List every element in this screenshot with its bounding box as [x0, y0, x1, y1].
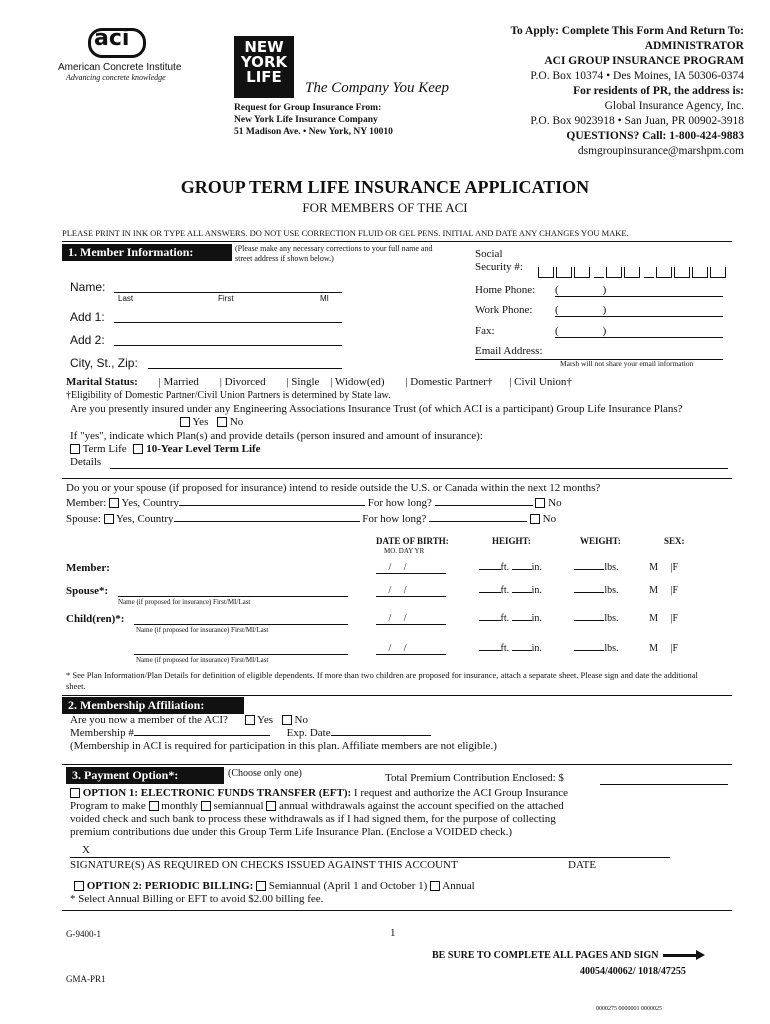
membership-number-row	[70, 727, 431, 739]
section1-heading: 1. Member Information:	[62, 244, 232, 261]
signature-x: X	[82, 844, 90, 856]
city-label: City, St., Zip:	[70, 356, 138, 370]
apply-line: To Apply: Complete This Form And Return To:	[510, 25, 744, 37]
reside-how-long: For how long?	[367, 497, 432, 509]
insured-no-checkbox[interactable]	[217, 417, 227, 427]
eligibility-note: †Eligibility of Domestic Partner/Civil Union Partners is determined by State law.	[66, 390, 391, 401]
marital-widowed[interactable]: | Widow(ed)	[330, 376, 385, 388]
height-in-field[interactable]	[512, 592, 532, 593]
request-line: Request for Group Insurance From:	[234, 103, 382, 113]
membership-question-row: Are you now a member of the ACI? Yes No	[70, 714, 308, 726]
membership-question: Are you now a member of the ACI?	[70, 714, 228, 726]
row-child2-measurements: / / ft. in. lbs. M |F	[376, 643, 679, 654]
marital-domestic[interactable]: | Domestic Partner†	[405, 376, 493, 388]
row-child1-name-field[interactable]	[134, 624, 348, 625]
row-spouse-sub: Name (if proposed for insurance) First/MI/Last	[118, 598, 251, 606]
marital-married[interactable]: | Married	[158, 376, 199, 388]
option2-checkbox[interactable]	[74, 881, 84, 891]
option1-line-d: premium contributions due under this Group Term Life Insurance Plan. (Enclose a VOIDED check.)	[70, 826, 513, 838]
sex-m[interactable]: M	[649, 613, 658, 624]
height-header: HEIGHT:	[492, 536, 531, 546]
reside-spouse-no-checkbox[interactable]	[530, 514, 540, 524]
aci-logo	[80, 28, 160, 58]
aci-logo-text: aci	[94, 26, 130, 51]
row-member-label: Member:	[66, 562, 110, 574]
form-codes: 40054/40062/ 1018/47255	[580, 966, 686, 977]
row-child1-measurements: / / ft. in. lbs. M |F	[376, 613, 679, 624]
insured-answers	[180, 416, 243, 428]
option1-checkbox[interactable]	[70, 788, 80, 798]
section3-heading: 3. Payment Option*:	[66, 767, 224, 784]
semiannual-checkbox[interactable]	[201, 801, 211, 811]
signature-field[interactable]	[70, 857, 670, 858]
option1-line-c: voided check and such bank to process these withdrawals as if I had signed them, for the purpose of collecting	[70, 813, 556, 825]
reside-spouse-country-field[interactable]	[174, 521, 360, 522]
insured-no-label: No	[229, 416, 244, 428]
weight-field[interactable]	[574, 620, 604, 621]
add2-field[interactable]	[114, 345, 342, 346]
height-ft-field[interactable]	[479, 650, 501, 651]
height-in-field[interactable]	[512, 650, 532, 651]
total-premium-field[interactable]	[600, 784, 728, 785]
insured-yes-label: Yes	[192, 416, 209, 428]
monthly-checkbox[interactable]	[149, 801, 159, 811]
details-label: Details	[70, 456, 102, 468]
ssn-label-line: Social	[475, 248, 503, 260]
city-field[interactable]	[148, 368, 342, 369]
height-in-field[interactable]	[512, 620, 532, 621]
signature-date-label: DATE	[568, 859, 597, 871]
apply-line: For residents of PR, the address is:	[573, 85, 744, 97]
work-phone-field[interactable]: ( )	[555, 304, 723, 317]
page-subtitle: FOR MEMBERS OF THE ACI	[302, 200, 468, 215]
section2-heading: 2. Membership Affiliation:	[62, 697, 244, 714]
if-yes-text: If "yes", indicate which Plan(s) and provide details (person insured and amount of insurance):	[70, 430, 483, 442]
home-phone-field[interactable]: ( )	[555, 284, 723, 297]
reside-spouse-length-field[interactable]	[429, 521, 527, 522]
row-member-measurements: / / ft. in. lbs. M |F	[376, 562, 679, 573]
add1-field[interactable]	[114, 322, 342, 323]
sex-f[interactable]: |F	[670, 643, 679, 654]
option1-title: OPTION 1: ELECTRONIC FUNDS TRANSFER (EFT):	[82, 787, 352, 799]
nyl-logo	[234, 36, 294, 98]
apply-email: dsmgroupinsurance@marshpm.com	[577, 145, 744, 157]
form-number: G-9400-1	[66, 929, 101, 939]
arrow-right-icon	[663, 954, 697, 957]
option2-title: OPTION 2: PERIODIC BILLING:	[86, 880, 254, 892]
dependents-footnote: * See Plan Information/Plan Details for definition of eligible dependents. If more than two children are proposed for insurance, attach a separate sheet. Please sign and date the additional sheet.	[66, 670, 698, 691]
sex-m[interactable]: M	[649, 643, 658, 654]
dob-field[interactable]: / /	[376, 643, 446, 655]
row-child-label: Child(ren)*:	[66, 613, 125, 625]
name-sub-last: Last	[118, 294, 134, 303]
name-field[interactable]	[114, 292, 342, 293]
sex-f[interactable]: |F	[670, 585, 679, 596]
reside-member-country-field[interactable]	[179, 505, 365, 506]
reside-spouse-row	[66, 513, 556, 525]
height-ft-field[interactable]	[479, 620, 501, 621]
option1-line-a: OPTION 1: ELECTRONIC FUNDS TRANSFER (EFT): I request and authorize the ACI Group Insurance	[70, 787, 568, 799]
row-spouse-name-field[interactable]	[118, 596, 348, 597]
apply-line: ADMINISTRATOR	[644, 40, 744, 52]
print-instruction: PLEASE PRINT IN INK OR TYPE ALL ANSWERS. DO NOT USE CORRECTION FLUID OR GEL PENS. INITIAL AND DATE ANY CHANGES YOU MAKE.	[62, 228, 629, 238]
reside-how-long: For how long?	[362, 513, 427, 525]
weight-header: WEIGHT:	[580, 536, 621, 546]
dob-sub: MO. DAY YR	[384, 547, 425, 555]
membership-note: (Membership in ACI is required for participation in this plan. Affiliate members are not eligible.)	[70, 740, 497, 752]
be-sure-note: BE SURE TO COMPLETE ALL PAGES AND SIGN	[432, 950, 697, 961]
name-sub-first: First	[218, 294, 234, 303]
total-premium: Total Premium Contribution Enclosed: $	[385, 772, 564, 784]
exp-date-field[interactable]	[331, 735, 431, 736]
nyl-slogan: The Company You Keep	[305, 80, 450, 96]
annual-checkbox[interactable]	[266, 801, 276, 811]
nyl-logo-line: NEW	[244, 38, 284, 56]
section1-note: (Please make any necessary corrections to your full name and street address if shown below.)	[235, 244, 433, 263]
add1-label: Add 1:	[70, 310, 105, 324]
height-ft-field[interactable]	[479, 569, 501, 570]
reside-spouse-yes-checkbox[interactable]	[104, 514, 114, 524]
fax-field[interactable]: ( )	[555, 325, 723, 338]
reside-member-row	[66, 497, 562, 509]
sex-m[interactable]: M	[649, 562, 658, 573]
member-yes-checkbox[interactable]	[245, 715, 255, 725]
weight-field[interactable]	[574, 569, 604, 570]
barcode-text: 0000275 0000001 0000025	[596, 1006, 662, 1012]
reside-yes-country: Yes, Country	[115, 513, 174, 525]
ssn-label-line: Security #:	[475, 261, 523, 273]
add2-label: Add 2:	[70, 333, 105, 347]
option1-line-b: Program to make monthly semiannual annual withdrawals against the account specified on the attached	[70, 800, 564, 812]
request-line: 51 Madison Ave. • New York, NY 10010	[234, 127, 393, 137]
annual-billing-checkbox[interactable]	[430, 881, 440, 891]
aci-org-name: American Concrete Institute	[58, 62, 182, 73]
weight-field[interactable]	[574, 592, 604, 593]
choose-only-one: (Choose only one)	[228, 768, 302, 779]
marital-row	[66, 376, 572, 388]
reside-no: No	[548, 497, 562, 509]
billing-fee-note: * Select Annual Billing or EFT to avoid $2.00 billing fee.	[70, 893, 324, 905]
reside-member-yes-checkbox[interactable]	[109, 498, 119, 508]
marital-single[interactable]: | Single	[286, 376, 320, 388]
apply-line: ACI GROUP INSURANCE PROGRAM	[544, 55, 744, 67]
aci-tagline: Advancing concrete knowledge	[66, 73, 166, 82]
apply-line: Global Insurance Agency, Inc.	[604, 100, 744, 112]
reside-member-no-checkbox[interactable]	[535, 498, 545, 508]
home-phone-label: Home Phone:	[475, 284, 536, 296]
reside-yes-country: Yes, Country	[121, 497, 179, 509]
height-in-field[interactable]	[512, 569, 532, 570]
semiannual-billing-checkbox[interactable]	[256, 881, 266, 891]
insured-question: Are you presently insured under any Engineering Associations Insurance Trust (of which ACI is a participant) Group Life Insurance Plans?	[70, 403, 683, 415]
sex-header: SEX:	[664, 536, 685, 546]
height-ft-field[interactable]	[479, 592, 501, 593]
gma-code: GMA-PR1	[66, 974, 106, 984]
member-no-checkbox[interactable]	[282, 715, 292, 725]
row-spouse-label: Spouse*:	[66, 585, 109, 597]
apply-line: P.O. Box 9023918 • San Juan, PR 00902-3918	[530, 115, 744, 127]
nyl-logo-line: YORK	[240, 53, 288, 71]
page-title: GROUP TERM LIFE INSURANCE APPLICATION	[180, 177, 590, 197]
name-sub-mi: MI	[320, 294, 329, 303]
apply-line: P.O. Box 10374 • Des Moines, IA 50306-0374	[530, 70, 744, 82]
sex-f[interactable]: |F	[670, 613, 679, 624]
signature-label: SIGNATURE(S) AS REQUIRED ON CHECKS ISSUED AGAINST THIS ACCOUNT	[70, 859, 458, 871]
dob-field[interactable]: / /	[376, 613, 446, 625]
level-term-checkbox[interactable]	[133, 444, 143, 454]
term-life-checkbox[interactable]	[70, 444, 80, 454]
reside-member-length-field[interactable]	[435, 505, 533, 506]
apply-block	[510, 24, 744, 159]
page-number: 1	[390, 927, 396, 939]
sex-f[interactable]: |F	[670, 562, 679, 573]
reside-question: Do you or your spouse (if proposed for insurance) intend to reside outside the U.S. or Canada within the next 12 months?	[66, 482, 601, 494]
marital-divorced[interactable]: | Divorced	[219, 376, 266, 388]
name-label: Name:	[70, 280, 106, 294]
plan-options	[70, 443, 261, 455]
row-child1-sub: Name (if proposed for insurance) First/MI/Last	[136, 626, 269, 634]
level-term-label: 10-Year Level Term Life	[146, 443, 261, 455]
fax-label: Fax:	[475, 325, 495, 337]
exp-date-label: Exp. Date	[286, 727, 331, 739]
reside-no: No	[542, 513, 557, 525]
request-line: New York Life Insurance Company	[234, 115, 378, 125]
details-field[interactable]	[110, 468, 728, 469]
row-spouse-measurements: / / ft. in. lbs. M |F	[376, 585, 679, 596]
option2-row: OPTION 2: PERIODIC BILLING: Semiannual (April 1 and October 1) Annual	[74, 880, 475, 892]
work-phone-label: Work Phone:	[475, 304, 533, 316]
row-child2-name-field[interactable]	[134, 654, 348, 655]
row-child2-sub: Name (if proposed for insurance) First/MI/Last	[136, 656, 269, 664]
reside-spouse-label: Spouse:	[66, 513, 101, 525]
membership-number-label: Membership #	[70, 727, 134, 739]
term-life-label: Term Life	[82, 443, 127, 455]
membership-number-field[interactable]	[134, 735, 270, 736]
insured-yes-checkbox[interactable]	[180, 417, 190, 427]
reside-member-label: Member:	[66, 497, 107, 509]
email-label: Email Address:	[475, 345, 543, 357]
weight-field[interactable]	[574, 650, 604, 651]
dob-header: DATE OF BIRTH:	[376, 536, 449, 546]
marital-label: Marital Status:	[66, 376, 138, 388]
dob-field[interactable]: / /	[376, 585, 446, 597]
nyl-logo-line: LIFE	[246, 68, 282, 86]
apply-line: QUESTIONS? Call: 1-800-424-9883	[566, 130, 744, 142]
request-block	[234, 102, 393, 138]
email-note: Marsh will not share your email information	[560, 359, 694, 368]
ssn-label	[475, 248, 523, 274]
dob-field[interactable]: / /	[376, 562, 446, 574]
marital-civil[interactable]: | Civil Union†	[509, 376, 572, 388]
sex-m[interactable]: M	[649, 585, 658, 596]
ssn-field[interactable]	[538, 260, 728, 278]
